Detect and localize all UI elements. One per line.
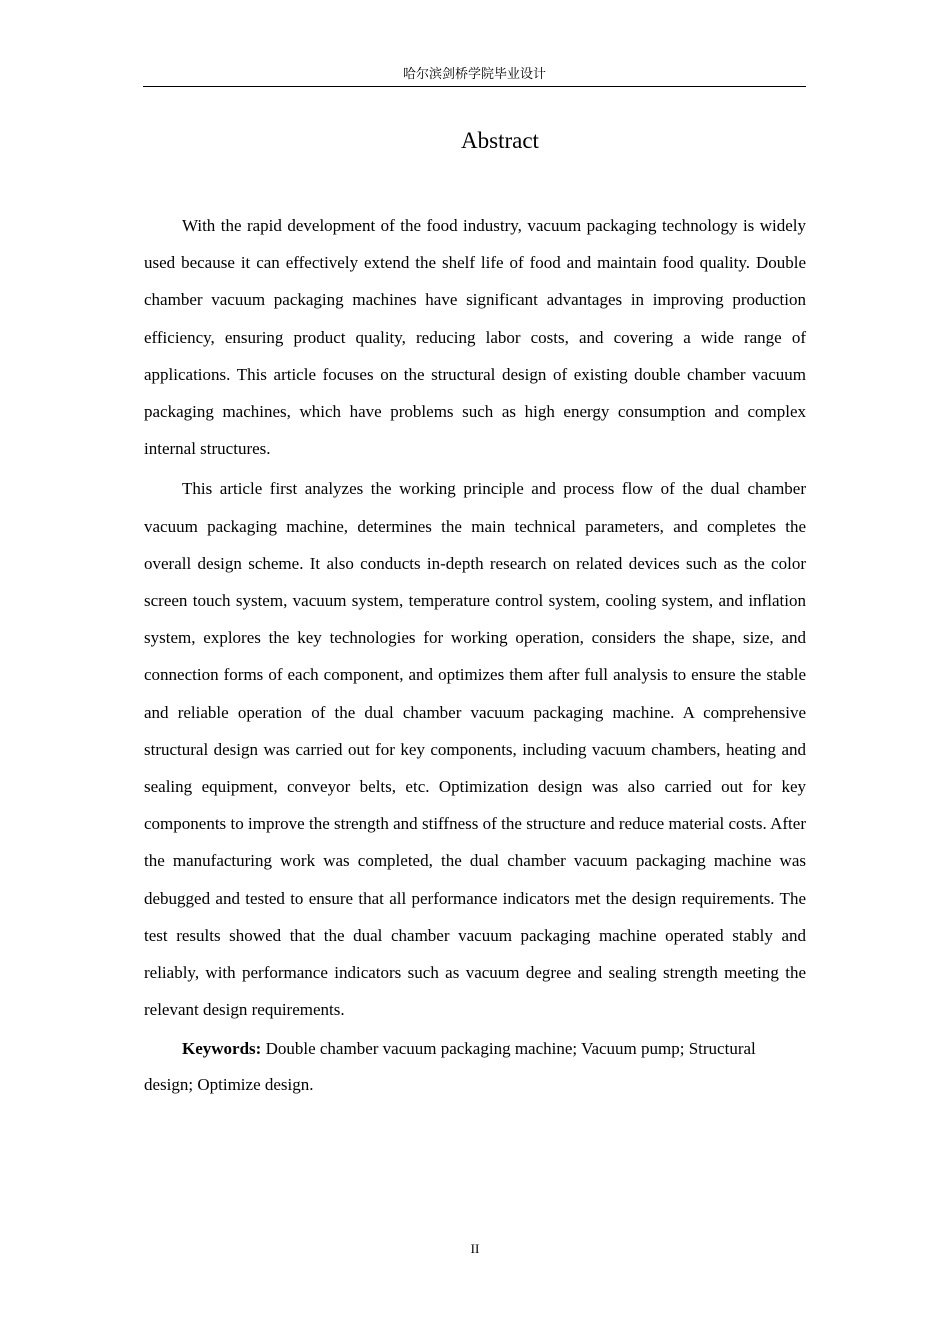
header-divider xyxy=(143,86,806,87)
page-header: 哈尔滨剑桥学院毕业设计 xyxy=(402,67,546,82)
abstract-title: Abstract xyxy=(461,128,539,153)
abstract-paragraph-2: This article first analyzes the working principle and process flow of the dual chamber vacuum packaging machine, determines the main technical parameters, and completes the overall design scheme. It also conducts in-depth research on related devices such as the color screen touch system, vacuum system, temperature control system, cooling system, and inflation system, explores the key technologies for working operation, considers the shape, size, and connection forms of each component, and optimizes them after full analysis to ensure the stable and reliable operation of the dual chamber vacuum packaging machine. A comprehensive structural design was carried out for key components, including vacuum chambers, heating and sealing equipment, conveyor belts, etc. Optimization design was also carried out for key components to improve the strength and stiffness of the structure and reduce material costs. After the manufacturing work was completed, the dual chamber vacuum packaging machine was debugged and tested to ensure that all performance indicators met the design requirements. The test results showed that the dual chamber vacuum packaging machine operated stably and reliably, with performance indicators such as vacuum degree and sealing strength meeting the relevant design requirements. xyxy=(144,479,806,1020)
page-number: II xyxy=(470,1241,480,1256)
keywords-text: Double chamber vacuum packaging machine; Vacuum pump; Structural design; Optimize design. xyxy=(144,1039,756,1095)
abstract-paragraph-1: With the rapid development of the food industry, vacuum packaging technology is widely used because it can effectively extend the shelf life of food and maintain food quality. Double chamber vacuum packaging machines have significant advantages in improving production efficiency, ensuring product quality, reducing labor costs, and covering a wide range of applications. This article focuses on the structural design of existing double chamber vacuum packaging machines, which have problems such as high energy consumption and complex internal structures. xyxy=(144,216,806,459)
keywords-label: Keywords: xyxy=(182,1039,262,1059)
keywords-line xyxy=(144,1031,806,1103)
abstract-body xyxy=(144,207,806,1103)
